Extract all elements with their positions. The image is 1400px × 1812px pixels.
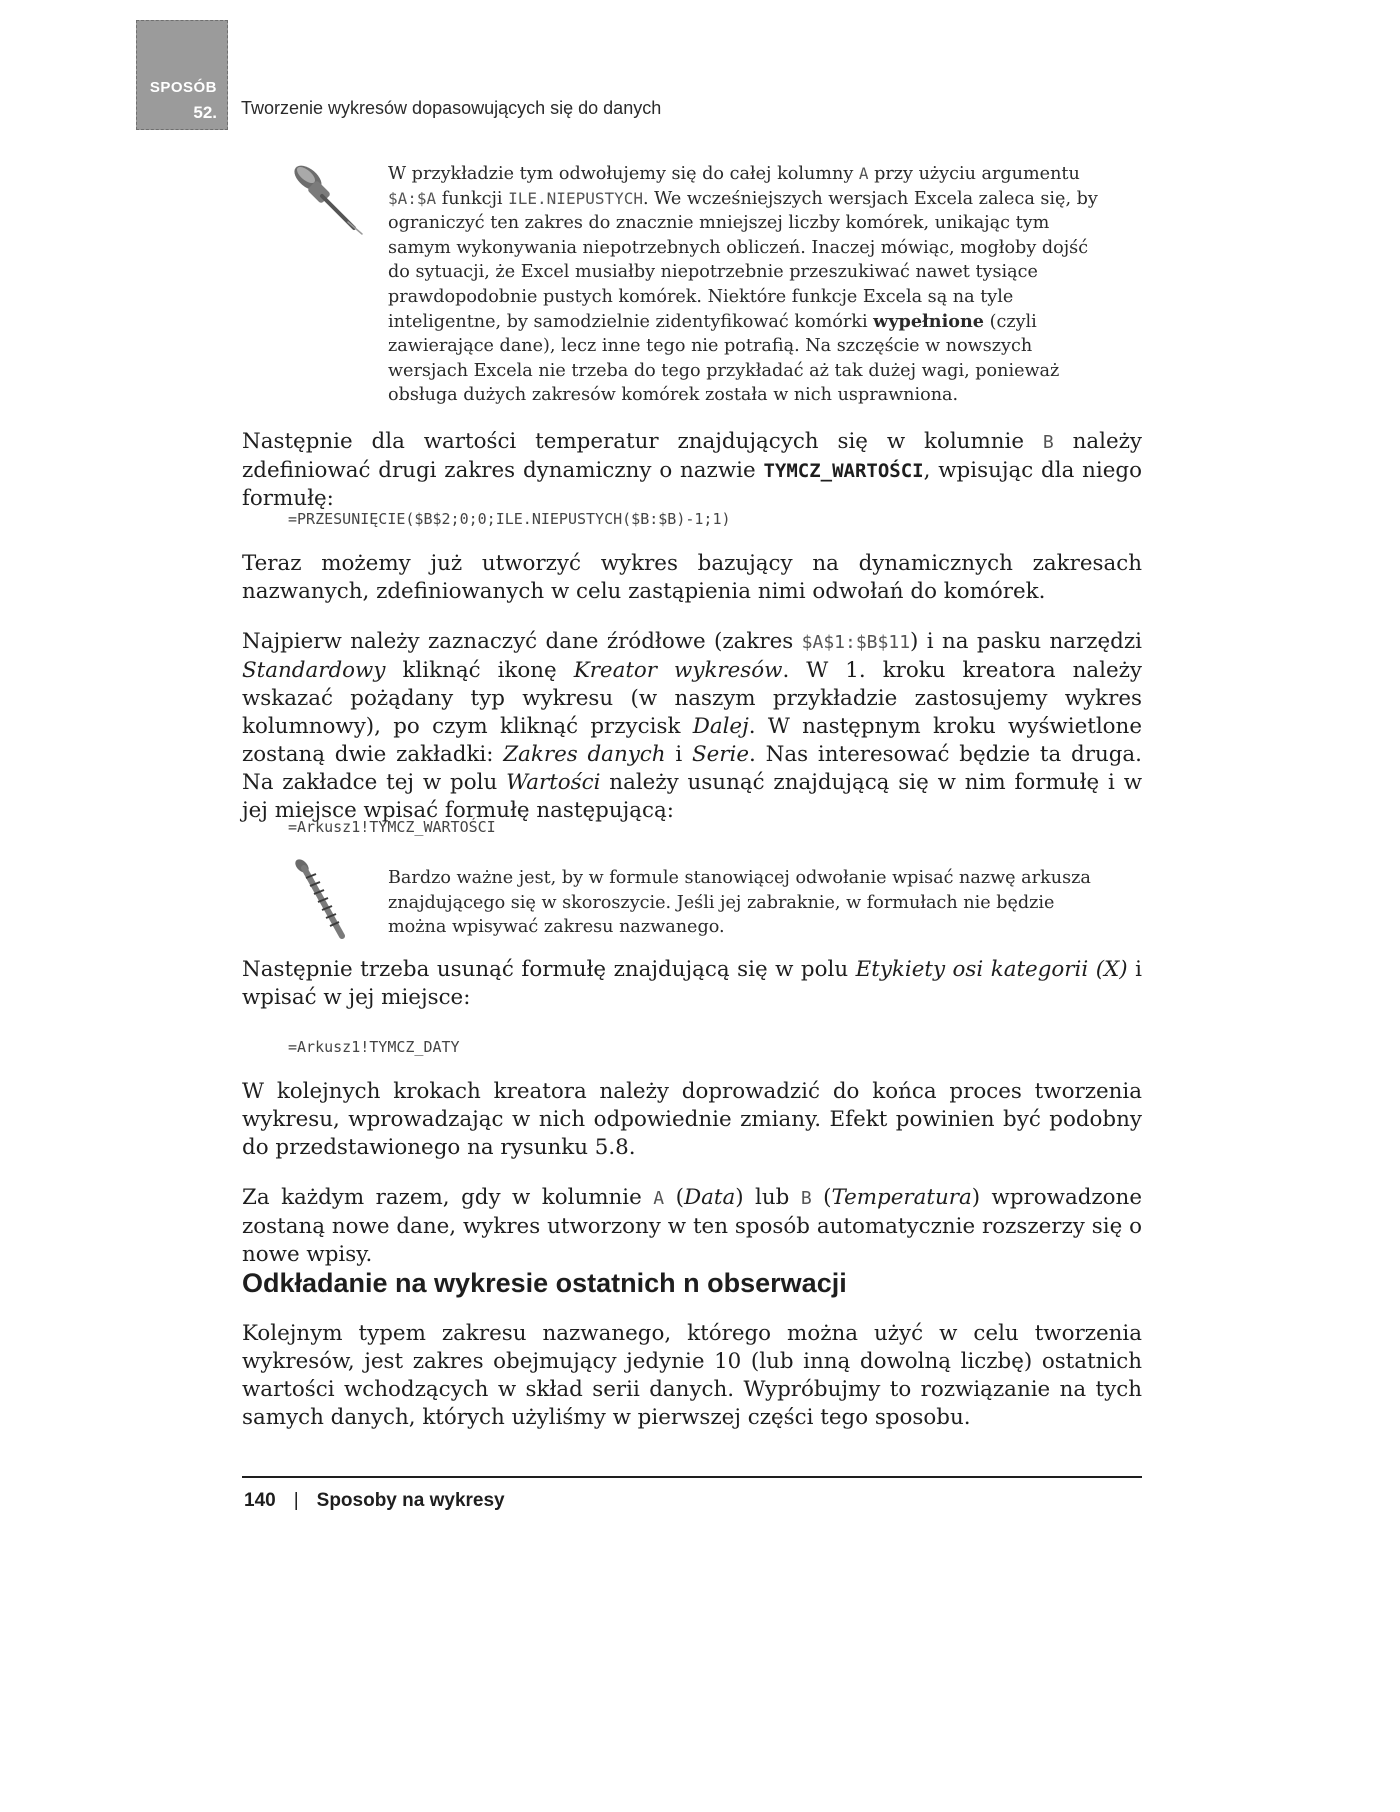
running-header-title: Tworzenie wykresów dopasowujących się do danych	[241, 98, 662, 118]
tab-number: 52.	[193, 103, 217, 122]
tip-note-1: W przykładzie tym odwołujemy się do całej kolumny A przy użyciu argumentu $A:$A funkcji ILE.NIEPUSTYCH. We wcześniejszych wersjach Excela zaleca się, by ograniczyć ten zakres do znacznie mniejszej liczby komórek, unikając tym samym wykonywania niepotrzebnych obliczeń. Inaczej mówiąc, mogłoby dojść do sytuacji, że Excel musiałby niepotrzebnie przeszukiwać nawet tysiące prawdopodobnie pustych komórek. Niektóre funkcje Excela są na tyle inteligentne, by samodzielnie zidentyfikować komórki wypełnione (czyli zawierające dane), lecz inne tego nie potrafią. Na szczęście w nowszych wersjach Excela nie trzeba do tego przykładać aż tak dużej wagi, ponieważ obsługa dużych zakresów komórek została w nich usprawniona.	[388, 164, 1098, 406]
code-line-1: =PRZESUNIĘCIE($B$2;0;0;ILE.NIEPUSTYCH($B:$B)-1;1)	[288, 510, 731, 528]
chapter-tab	[136, 20, 228, 130]
screw-icon	[292, 858, 352, 942]
section-heading: Odkładanie na wykresie ostatnich n obserwacji	[242, 1268, 847, 1298]
paragraph-5: W kolejnych krokach kreatora należy doprowadzić do końca proces tworzenia wykresu, wprowadzając w nich odpowiednie zmiany. Efekt powinien być podobny do przedstawionego na rysunku 5.8.	[242, 1079, 1142, 1160]
paragraph-6: Za każdym razem, gdy w kolumnie A (Data) lub B (Temperatura) wprowadzone zostaną nowe dane, wykres utworzony w ten sposób automatycznie rozszerzy się o nowe wpisy.	[242, 1185, 1142, 1267]
paragraph-3: Najpierw należy zaznaczyć dane źródłowe (zakres $A$1:$B$11) i na pasku narzędzi Standardowy kliknąć ikonę Kreator wykresów. W 1. kroku kreatora należy wskazać pożądany typ wykresu (w naszym przykładzie zastosujemy wykres kolumnowy), po czym kliknąć przycisk Dalej. W następnym kroku wyświetlone zostaną dwie zakładki: Zakres danych i Serie. Nas interesować będzie ta druga. Na zakładce tej w polu Wartości należy usunąć znajdującą się w nim formułę i w jej miejsce wpisać formułę następującą:	[242, 629, 1143, 823]
page-footer	[244, 1490, 505, 1512]
tip-note-2: Bardzo ważne jest, by w formule stanowiącej odwołanie wpisać nazwę arkusza znajdującego się w skoroszycie. Jeśli jej zabraknie, w formułach nie będzie można wpisywać zakresu nazwanego.	[388, 868, 1091, 938]
code-line-2: =Arkusz1!TYMCZ_WARTOŚCI	[288, 818, 496, 836]
footer-rule	[242, 1476, 1142, 1478]
paragraph-4: Następnie trzeba usunąć formułę znajdującą się w polu Etykiety osi kategorii (X) i wpisać w jej miejsce:	[242, 957, 1142, 1010]
book-title: Sposoby na wykresy	[316, 1490, 505, 1511]
tab-label: SPOSÓB	[149, 79, 217, 96]
page-number: 140	[244, 1490, 276, 1511]
paragraph-1: Następnie dla wartości temperatur znajdujących się w kolumnie B należy zdefiniować drugi zakres dynamiczny o nazwie TYMCZ_WARTOŚCI, wpisując dla niego formułę:	[242, 429, 1142, 511]
pushpin-icon	[286, 160, 366, 236]
code-line-3: =Arkusz1!TYMCZ_DATY	[288, 1038, 460, 1056]
footer-separator: |	[293, 1490, 299, 1511]
paragraph-2: Teraz możemy już utworzyć wykres bazujący na dynamicznych zakresach nazwanych, zdefiniowanych w celu zastąpienia nimi odwołań do komórek.	[242, 551, 1142, 604]
paragraph-7: Kolejnym typem zakresu nazwanego, którego można użyć w celu tworzenia wykresów, jest zakres obejmujący jedynie 10 (lub inną dowolną liczbę) ostatnich wartości wchodzących w skład serii danych. Wypróbujmy to rozwiązanie na tych samych danych, których użyliśmy w pierwszej części tego sposobu.	[242, 1321, 1142, 1430]
